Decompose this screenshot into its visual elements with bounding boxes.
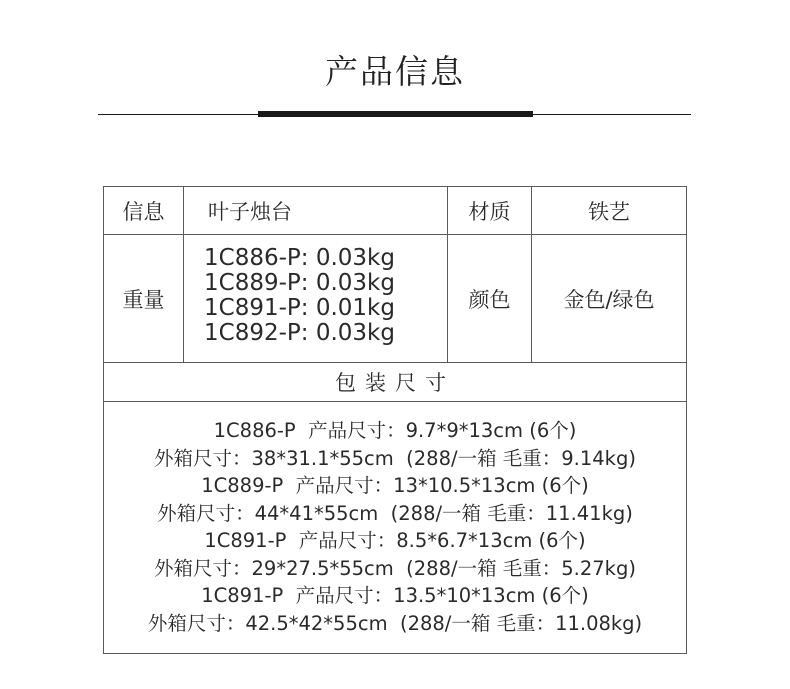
column-divider [183, 187, 184, 362]
package-line: 1C891-P 产品尺寸：13.5*10*13cm (6个) [201, 584, 589, 607]
weight-item: 1C886-P: 0.03kg [204, 245, 395, 271]
weight-list [204, 246, 395, 346]
weight-label: 重量 [122, 287, 165, 312]
info-label: 信息 [122, 199, 165, 224]
package-line: 外箱尺寸：29*27.5*55cm (288/一箱 毛重：5.27kg) [154, 556, 636, 580]
weight-item: 1C891-P: 0.01kg [204, 295, 395, 321]
package-line: 1C889-P 产品尺寸：13*10.5*13cm (6个) [201, 474, 589, 497]
package-line: 外箱尺寸：38*31.1*55cm (288/一箱 毛重：9.14kg) [154, 446, 636, 470]
package-line: 外箱尺寸：42.5*42*55cm (288/一箱 毛重：11.08kg) [147, 611, 643, 635]
page-title: 产品信息 [325, 52, 465, 91]
color-value: 金色/绿色 [563, 287, 655, 312]
material-label: 材质 [468, 199, 511, 224]
product-info-table [103, 186, 687, 654]
package-line: 外箱尺寸：44*41*55cm (288/一箱 毛重：11.41kg) [157, 501, 633, 525]
package-line: 1C891-P 产品尺寸：8.5*6.7*13cm (6个) [204, 529, 586, 552]
package-size-details [104, 417, 686, 637]
weight-item: 1C892-P: 0.03kg [204, 320, 395, 346]
color-label: 颜色 [468, 287, 511, 312]
package-line: 1C886-P 产品尺寸：9.7*9*13cm (6个) [213, 419, 577, 442]
weight-item: 1C889-P: 0.03kg [204, 270, 395, 296]
title-underline-accent [258, 111, 533, 117]
material-value: 铁艺 [588, 199, 630, 224]
info-value: 叶子烛台 [208, 199, 292, 224]
package-size-heading: 包装尺寸 [335, 371, 455, 395]
